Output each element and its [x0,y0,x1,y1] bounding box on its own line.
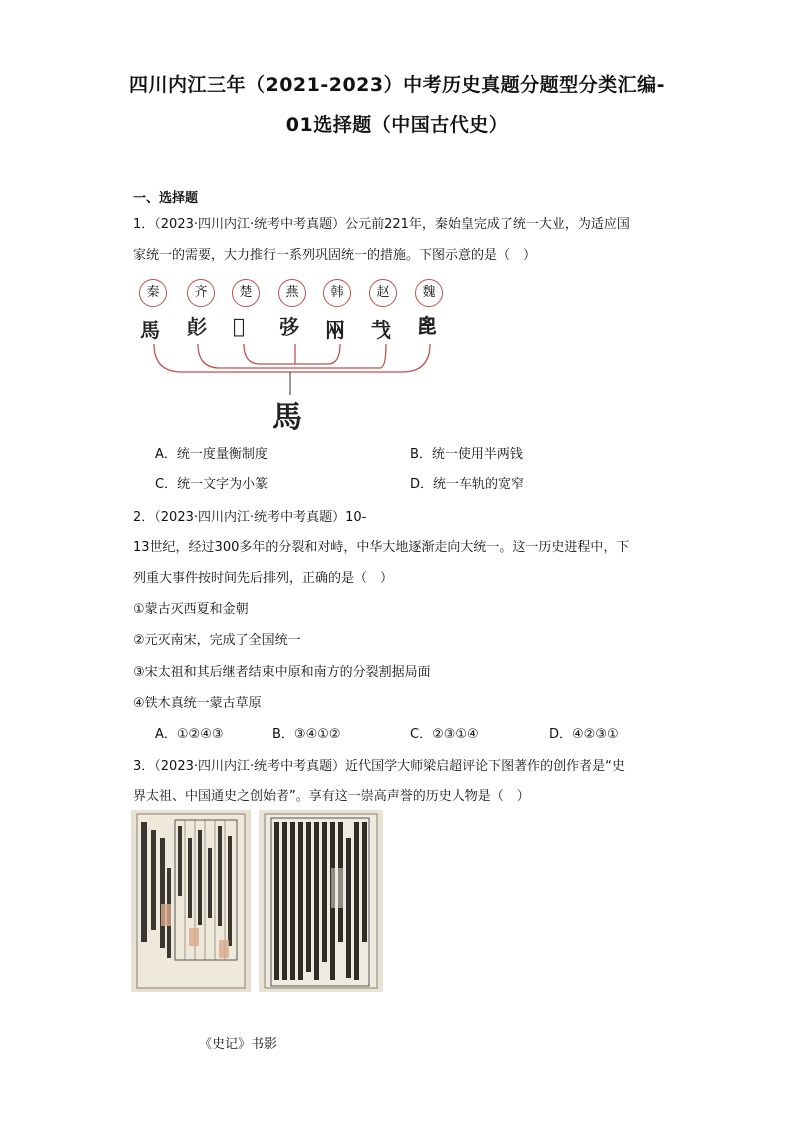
q2-stem-line3: 列重大事件按时间先后排列，正确的是（ ） [133,571,394,586]
q1-option-d[interactable]: D．统一车轨的宽窄 [410,477,525,492]
figure-caption: 《史记》书影 [199,1037,278,1052]
q2-item-1: ①蒙古灭西夏和金朝 [133,602,249,617]
seal-glyph-wei: 𣬉 [417,314,437,338]
state-circle-han: 韩 [323,279,351,307]
q2-option-b[interactable]: B．③④①② [272,727,341,742]
q1-stem-line2: 家统一的需要，大力推行一系列巩固统一的措施。下图示意的是（ ） [133,248,537,263]
section-heading: 一、选择题 [133,191,199,206]
unified-seal-glyph: 馬 [272,400,302,435]
q1-option-c[interactable]: C．统一文字为小篆 [155,477,269,492]
q2-stem-line2: 13世纪，经过300多年的分裂和对峙，中华大地逐渐走向大统一。这一历史进程中，下 [133,540,630,555]
seal-glyph-han: 㒳 [325,318,345,342]
q2-stem-line1: 2．（2023·四川内江·统考中考真题）10- [133,510,367,525]
q2-option-c[interactable]: C．②③①④ [410,727,479,742]
document-title-line2: 01选择题（中国古代史） [285,114,509,136]
q3-stem-line2: 界太祖、中国通史之创始者”。享有这一崇高声誉的历史人物是（ ） [133,789,530,804]
state-circle-zhao: 赵 [369,279,397,307]
state-circle-wei: 魏 [415,279,443,307]
q1-option-b[interactable]: B．统一使用半两钱 [410,447,523,462]
document-title-line1: 四川内江三年（2021-2023）中考历史真题分题型分类汇编- [128,74,666,96]
q2-item-3: ③宋太祖和其后继者结束中原和南方的分裂割据局面 [133,665,431,680]
q1-stem-line1: 1．（2023·四川内江·统考中考真题）公元前221年，秦始皇完成了统一大业，为适应国 [133,217,630,232]
state-circle-yan: 燕 [278,279,306,307]
state-circle-chu: 楚 [232,279,260,307]
shiji-book-pages-image [131,808,383,994]
q1-option-a[interactable]: A．统一度量衡制度 [155,447,268,462]
state-circle-qin: 秦 [139,279,167,307]
unification-bracket [140,340,440,395]
seal-glyph-yan: 𢏜 [279,315,299,339]
seal-glyph-qin: 馬 [140,318,160,342]
seal-glyph-zhao: 𢦏 [371,318,391,342]
seal-glyph-qi: 𢒟 [187,315,207,339]
q3-stem-line1: 3．（2023·四川内江·统考中考真题）近代国学大师梁启超评论下图著作的创作者是“史 [133,759,625,774]
q2-option-d[interactable]: D．④②③① [549,727,619,742]
q2-option-a[interactable]: A．①②④③ [155,727,224,742]
q2-item-4: ④铁木真统一蒙古草原 [133,696,262,711]
state-circle-qi: 齐 [187,279,215,307]
seal-glyph-chu: 𡴀 [233,314,246,338]
q2-item-2: ②元灭南宋，完成了全国统一 [133,633,301,648]
